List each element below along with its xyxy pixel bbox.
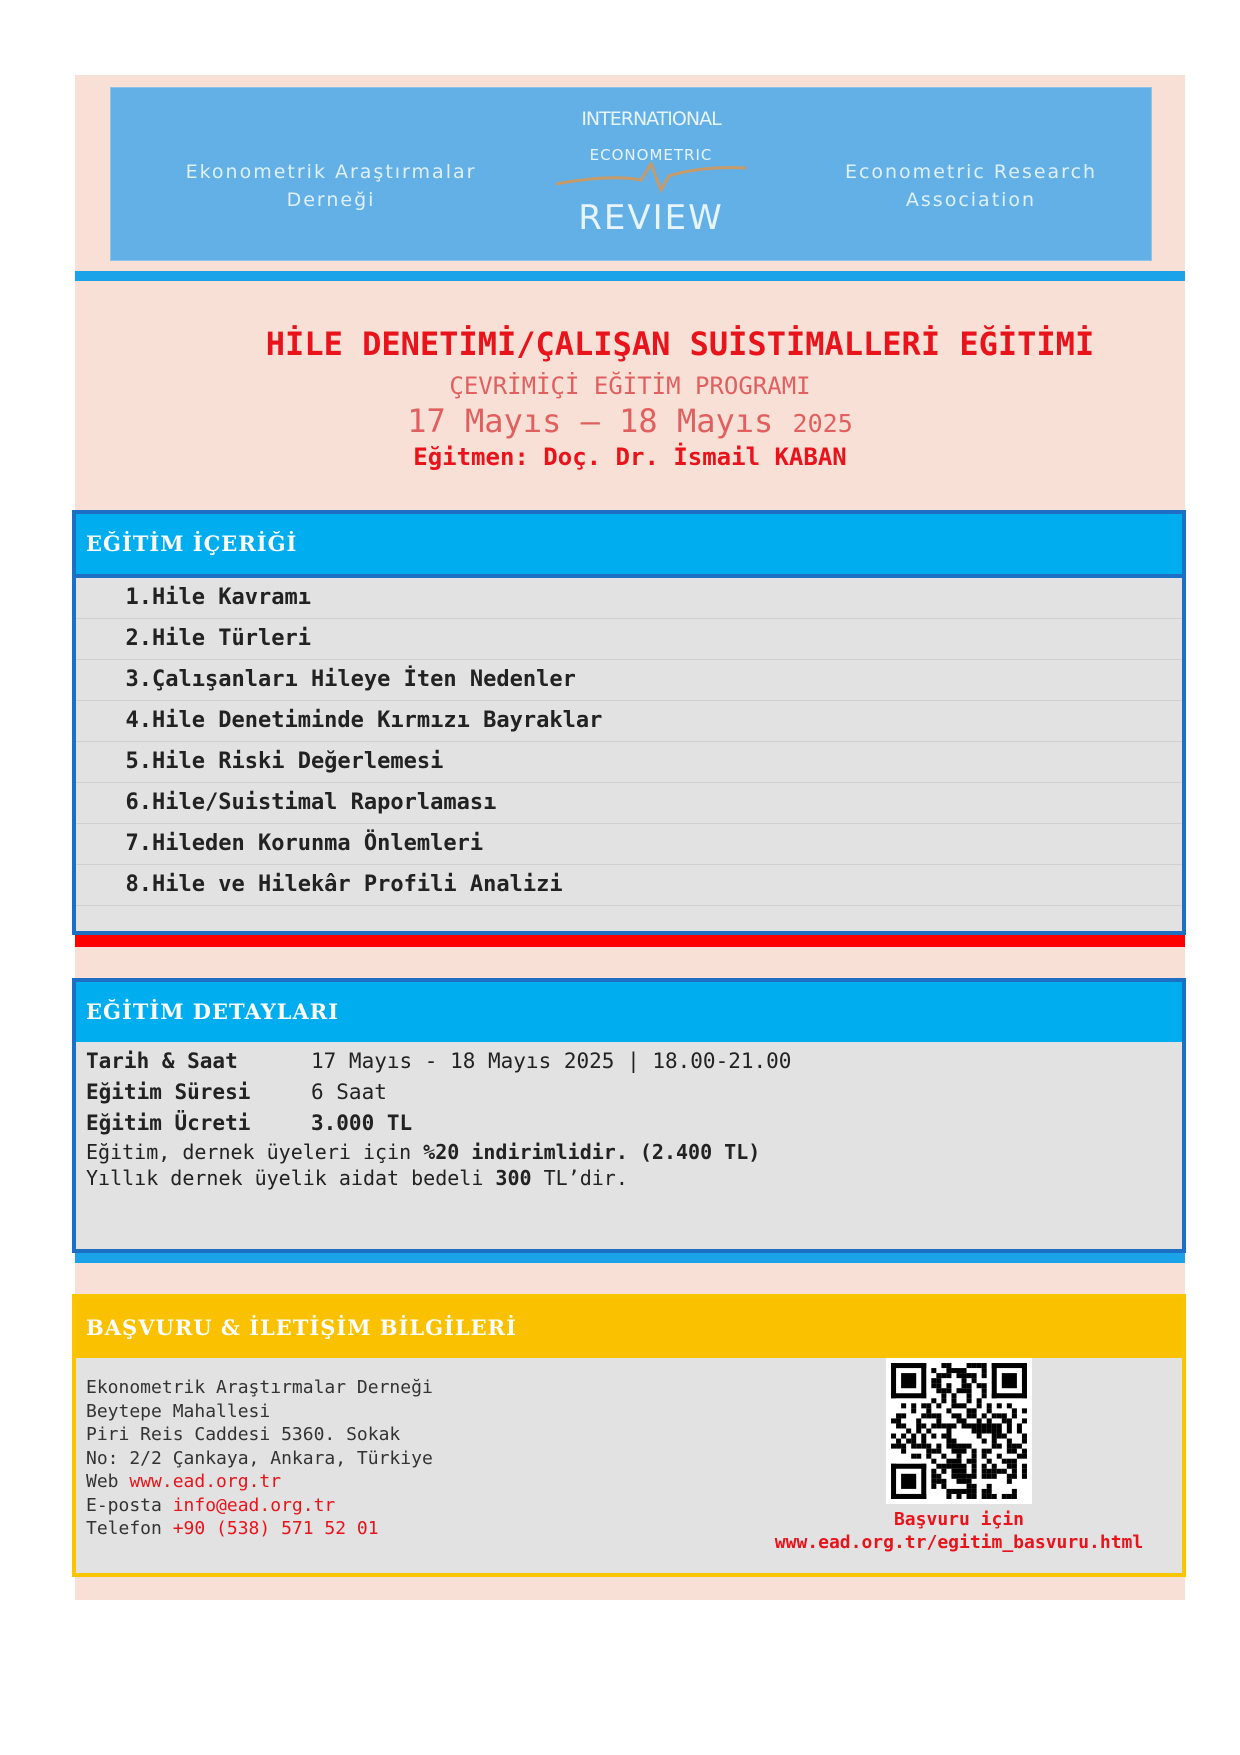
divider-stripe [75,1253,1185,1263]
topic-text: Çalışanları Hileye İten Nedenler [152,667,576,692]
content-section [72,510,1186,935]
section-heading: EĞİTİM DETAYLARI [76,982,1182,1042]
date-value: 17 Mayıs - 18 Mayıs 2025 | 18.00-21.00 [311,1049,792,1073]
membership-fee: 300 [495,1166,532,1190]
topic-number: 4. [125,708,152,733]
topic-item [76,742,1182,783]
topic-text: Hile ve Hilekâr Profili Analizi [152,872,563,897]
address-line: Piri Reis Caddesi 5360. Sokak [86,1424,401,1445]
topic-text: Hile Türleri [152,626,311,651]
details-section [72,978,1186,1253]
membership-suffix: TL’dir. [531,1166,628,1190]
topic-text: Hile Riski Değerlemesi [152,749,444,774]
web-label: Web [86,1471,130,1492]
header-banner [110,87,1152,261]
topic-number: 6. [125,790,152,815]
phone-row [86,1517,433,1541]
banner-right-line2: Association [905,189,1037,211]
banner-left-line1: Ekonometrik Araştırmalar [185,161,477,183]
topic-number: 3. [125,667,152,692]
logo-line3: REVIEW [578,198,724,238]
fee-value: 3.000 TL [311,1111,413,1135]
topic-item [76,865,1182,906]
details-body [76,1042,1182,1191]
web-row [86,1470,433,1494]
divider-stripe-red [75,935,1185,947]
topic-item [76,660,1182,701]
topic-number: 1. [125,585,152,610]
email-row [86,1494,433,1518]
address-line: Beytepe Mahallesi [86,1400,271,1422]
address-line: No: 2/2 Çankaya, Ankara, Türkiye [86,1447,433,1469]
qr-caption [686,1508,1232,1554]
date-label: Tarih & Saat [86,1049,238,1073]
divider-stripe [75,271,1185,281]
ier-logo [551,108,751,248]
email-label: E-posta [86,1494,173,1516]
address-block [86,1376,433,1541]
topic-item [76,783,1182,824]
banner-right-line1: Econometric Research [844,161,1098,183]
application-link[interactable]: www.ead.org.tr/egitim_basvuru.html [774,1532,1144,1553]
year-text: 2025 [792,409,853,438]
section-heading: BAŞVURU & İLETİŞİM BİLGİLERİ [76,1298,1182,1358]
topic-text: Hile/Suistimal Raporlaması [152,790,497,815]
logo-line1: INTERNATIONAL [581,108,721,130]
fee-label: Eğitim Ücreti [86,1111,251,1135]
topic-text: Hileden Korunma Önlemleri [152,831,484,856]
phone-label: Telefon [86,1518,173,1539]
instructor: Eğitmen: Doç. Dr. İsmail KABAN [413,443,847,471]
web-link[interactable]: www.ead.org.tr [129,1471,282,1492]
banner-right-text [811,158,1131,214]
topic-number: 5. [125,749,152,774]
topic-item [76,701,1182,742]
section-heading: EĞİTİM İÇERİĞİ [76,514,1182,578]
topic-item [76,619,1182,660]
banner-left-text [141,158,521,214]
qr-caption-line1: Başvuru için [893,1509,1025,1530]
email-link[interactable]: info@ead.org.tr [172,1494,336,1516]
topic-number: 2. [125,626,152,651]
membership-note [86,1165,1182,1191]
topic-item [76,824,1182,865]
qr-code-icon[interactable] [886,1358,1032,1504]
topic-text: Hile Kavramı [152,585,311,610]
topic-list [76,578,1182,906]
discount-bold: %20 indirimlidir. (2.400 TL) [423,1140,761,1164]
contact-section [72,1294,1186,1577]
topic-number: 7. [125,831,152,856]
dates-text: 17 Mayıs – 18 Mayıs [407,402,774,440]
org-name: Ekonometrik Araştırmalar Derneği [86,1377,433,1398]
discount-prefix: Eğitim, dernek üyeleri için [86,1140,424,1164]
event-dates [75,402,1185,440]
topic-number: 8. [125,872,152,897]
topic-item [76,578,1182,619]
logo-line2: ECONOMETRIC [589,146,713,164]
duration-value: 6 Saat [311,1080,387,1104]
page-title: HİLE DENETİMİ/ÇALIŞAN SUİSTİMALLERİ EĞİTİMİ [265,325,1095,363]
membership-prefix: Yıllık dernek üyelik aidat bedeli [86,1166,496,1190]
page-subtitle: ÇEVRİMİÇİ EĞİTİM PROGRAMI [449,372,811,400]
topic-text: Hile Denetiminde Kırmızı Bayraklar [152,708,603,733]
discount-note [86,1139,1182,1165]
banner-left-line2: Derneği [286,189,376,211]
duration-label: Eğitim Süresi [86,1080,251,1104]
contact-body [76,1358,1182,1574]
phone-link[interactable]: +90 (538) 571 52 01 [172,1518,379,1539]
